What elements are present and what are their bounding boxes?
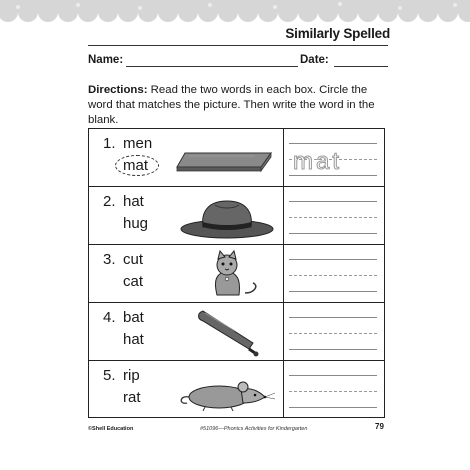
traced-answer: mat [293,148,343,175]
hat-icon [175,191,279,241]
word-option-2[interactable]: hat [123,331,144,348]
name-blank[interactable] [126,66,298,67]
word-option-1[interactable]: bat [123,309,144,326]
word-option-1[interactable]: men [123,135,153,152]
word-option-2[interactable]: mat [123,157,149,174]
item-row-2 [89,187,384,245]
name-date-row [88,54,388,70]
answer-lines[interactable] [289,253,377,295]
item-row-5 [89,361,384,419]
directions [88,83,388,128]
worksheet-table [88,128,385,418]
word-option-1[interactable]: rip [123,367,140,384]
item-number: 4. [103,309,116,326]
mat-icon [175,133,279,183]
directions-text: Read the two words in each box. Circle the word that matches the picture. Then write the word in the blank. [88,84,375,126]
date-label: Date: [300,54,329,66]
directions-heading: Directions: [88,84,148,96]
rat-icon [175,365,279,415]
item-number: 2. [103,193,116,210]
page-number: 79 [375,422,384,431]
item-number: 5. [103,367,116,384]
item-number: 1. [103,135,116,152]
word-option-2[interactable]: cat [123,273,144,290]
answer-lines[interactable] [289,195,377,237]
word-option-1[interactable]: hat [123,193,144,210]
footer-copyright: ©Shell Education [88,426,134,432]
bat-icon [175,307,279,357]
scalloped-header-border [0,0,470,24]
footer-book-title: #51096—Phonics Activities for Kindergarten [200,426,308,432]
date-blank[interactable] [334,66,388,67]
answer-lines[interactable] [289,311,377,353]
word-option-2[interactable]: rat [123,389,141,406]
item-row-3 [89,245,384,303]
item-row-4 [89,303,384,361]
word-option-2[interactable]: hug [123,215,149,232]
item-row-1 [89,129,384,187]
name-label: Name: [88,54,124,66]
cat-icon [175,249,279,299]
word-option-1[interactable]: cut [123,251,144,268]
answer-lines[interactable] [289,369,377,411]
title-divider [88,45,388,46]
answer-lines[interactable] [289,137,377,179]
page-title: Similarly Spelled [285,26,390,41]
item-number: 3. [103,251,116,268]
